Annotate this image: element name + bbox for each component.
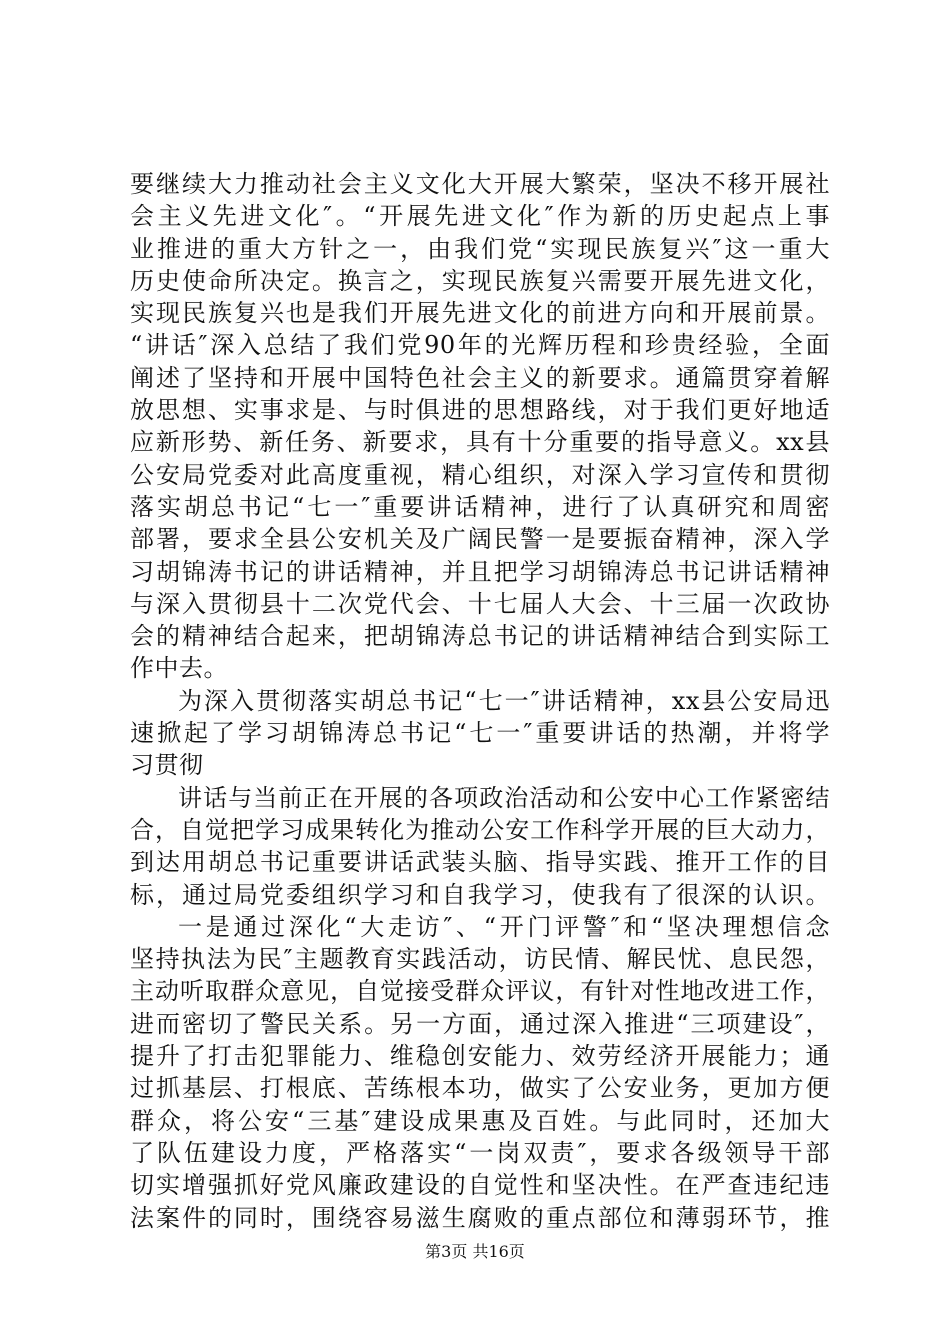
text-line: 实现民族复兴也是我们开展先进文化的前进方向和开展前景。: [130, 299, 830, 328]
text-line: 速掀起了学习胡锦涛总书记“七一″重要讲话的热潮，并将学: [130, 719, 830, 748]
text-line: 为深入贯彻落实胡总书记“七一″讲话精神，xx县公安局迅: [178, 686, 830, 715]
page-footer: 第3页 共16页: [425, 1242, 525, 1261]
text-line: 落实胡总书记“七一″重要讲话精神，进行了认真研究和周密: [130, 492, 830, 521]
text-line: 合，自觉把学习成果转化为推动公安工作科学开展的巨大动力，: [130, 815, 830, 844]
text-line: 阐述了坚持和开展中国特色社会主义的新要求。通篇贯穿着解: [130, 363, 830, 392]
text-line: 到达用胡总书记重要讲话武装头脑、指导实践、推开工作的目: [130, 848, 830, 877]
text-line: 标，通过局党委组织学习和自我学习，使我有了很深的认识。: [130, 880, 830, 909]
text-line: 会主义先进文化″。“开展先进文化″作为新的历史起点上事: [130, 202, 830, 231]
text-line: 主动听取群众意见，自觉接受群众评议，有针对性地改进工作，: [130, 977, 830, 1006]
text-line: “讲话″深入总结了我们党90年的光辉历程和珍贵经验，全面: [130, 331, 830, 360]
text-line: 提升了打击犯罪能力、维稳创安能力、效劳经济开展能力；通: [130, 1042, 830, 1071]
document-body: [130, 168, 830, 1234]
text-line: 会的精神结合起来，把胡锦涛总书记的讲话精神结合到实际工: [130, 622, 830, 651]
text-line: 与深入贯彻县十二次党代会、十七届人大会、十三届一次政协: [130, 589, 830, 618]
text-line: 部署，要求全县公安机关及广阔民警一是要振奋精神，深入学: [130, 525, 830, 554]
text-line: 习胡锦涛书记的讲话精神，并且把学习胡锦涛总书记讲话精神: [130, 557, 830, 586]
text-line: 历史使命所决定。换言之，实现民族复兴需要开展先进文化，: [130, 266, 830, 295]
text-line: 公安局党委对此高度重视，精心组织，对深入学习宣传和贯彻: [130, 460, 830, 489]
text-line: 业推进的重大方针之一，由我们党“实现民族复兴″这一重大: [130, 234, 830, 263]
text-line: 过抓基层、打根底、苦练根本功，做实了公安业务，更加方便: [130, 1074, 830, 1103]
text-line: 应新形势、新任务、新要求，具有十分重要的指导意义。xx县: [130, 428, 830, 457]
text-line: 放思想、实事求是、与时俱进的思想路线，对于我们更好地适: [130, 396, 830, 425]
text-line: 坚持执法为民″主题教育实践活动，访民情、解民忧、息民怨，: [130, 945, 830, 974]
text-line: 了队伍建设力度，严格落实“一岗双责″，要求各级领导干部: [130, 1138, 830, 1167]
text-line: 进而密切了警民关系。另一方面，通过深入推进“三项建设″，: [130, 1009, 830, 1038]
text-line: 一是通过深化“大走访″、“开门评警″和“坚决理想信念: [178, 912, 830, 941]
text-line: 作中去。: [130, 654, 228, 683]
text-line: 讲话与当前正在开展的各项政治活动和公安中心工作紧密结: [178, 783, 830, 812]
text-line: 要继续大力推动社会主义文化大开展大繁荣，坚决不移开展社: [130, 170, 830, 198]
text-line: 群众，将公安“三基″建设成果惠及百姓。与此同时，还加大: [130, 1106, 830, 1135]
text-line: 法案件的同时，围绕容易滋生腐败的重点部位和薄弱环节，推: [130, 1203, 830, 1232]
text-line: 习贯彻: [130, 751, 204, 780]
text-line: 切实增强抓好党风廉政建设的自觉性和坚决性。在严查违纪违: [130, 1171, 830, 1200]
